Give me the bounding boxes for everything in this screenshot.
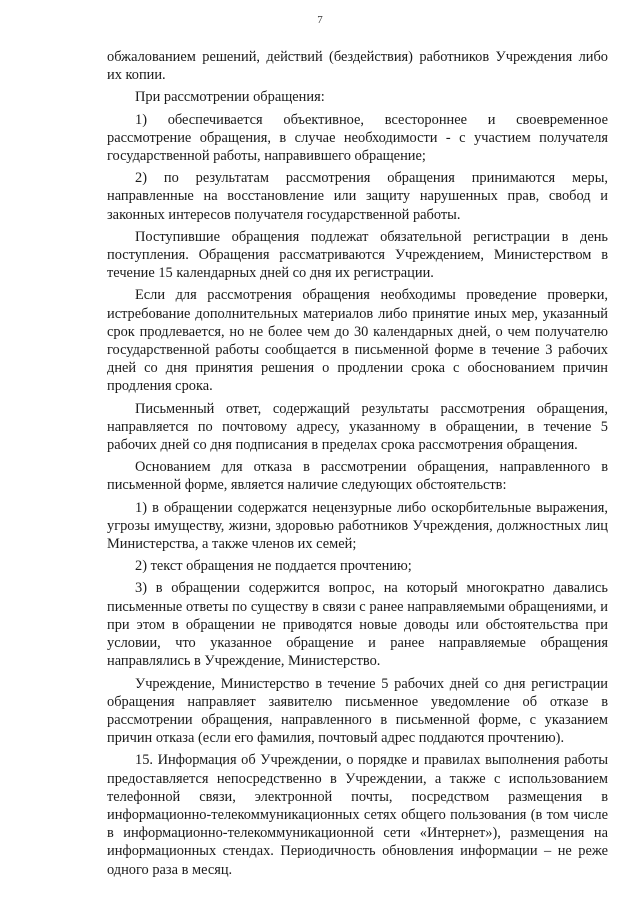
paragraph-review-item-1: 1) обеспечивается объективное, всестороннее и своевременное рассмотрение обращения, в случае необходимости - с участием получателя государственной работы, направившего обращение; <box>107 111 608 165</box>
paragraph-section-15: 15. Информация об Учреждении, о порядке и правилах выполнения работы предоставляется непосредственно в Учреждении, а также с использованием телефонной связи, электронной почты, посредством размещения в информационно-телекоммуникационных сетях общего пользования (в том числе в информационно-телекоммуникационной сети «Интернет»), размещения на информационных стендах. Периодичность обновления информации – не реже одного раза в месяц. <box>107 752 608 878</box>
paragraph-refusal-notice: Учреждение, Министерство в течение 5 рабочих дней со дня регистрации обращения направляет заявителю письменное уведомление об отказе в рассмотрении обращения, направленного в письменной форме, с указанием причин отказа (если его фамилия, почтовый адрес поддаются прочтению). <box>107 675 608 747</box>
paragraph-review-item-2: 2) по результатам рассмотрения обращения принимаются меры, направленные на восстановление или защиту нарушенных прав, свобод и законных интересов получателя государственной работы. <box>107 170 608 223</box>
page-number: 7 <box>317 14 323 26</box>
paragraph-written-response: Письменный ответ, содержащий результаты рассмотрения обращения, направляется по почтовому адресу, указанному в обращении, в течение 5 рабочих дней со дня подписания в пределах срока рассмотрения обращения. <box>107 400 608 454</box>
document-body <box>107 48 608 883</box>
paragraph-refusal-item-3: 3) в обращении содержится вопрос, на который многократно давались письменные ответы по существу в связи с ранее направляемыми обращениями, и при этом в обращении не приводятся новые доводы или обстоятельства при условии, что указанное обращение и ранее направляемые обращения направлялись в Учреждение, Министерство. <box>107 580 608 670</box>
paragraph-review-intro: При рассмотрении обращения: <box>135 89 325 106</box>
paragraph-extension: Если для рассмотрения обращения необходимы проведение проверки, истребование дополнительных материалов либо принятие иных мер, указанный срок продлевается, но не более чем до 30 календарных дней, о чем получателю государственной работы сообщается в письменной форме в течение 3 рабочих дней со дня принятия решения о продлении срока с обоснованием причин продления срока. <box>107 287 608 395</box>
paragraph-refusal-item-2: 2) текст обращения не поддается прочтению; <box>135 558 412 575</box>
paragraph-refusal-grounds: Основанием для отказа в рассмотрении обращения, направленного в письменной форме, является наличие следующих обстоятельств: <box>107 459 608 494</box>
paragraph-continuation: обжалованием решений, действий (бездействия) работников Учреждения либо их копии. <box>107 49 608 84</box>
paragraph-refusal-item-1: 1) в обращении содержатся нецензурные либо оскорбительные выражения, угрозы имуществу, жизни, здоровью работников Учреждения, должностных лиц Министерства, а также членов их семей; <box>107 499 608 553</box>
paragraph-registration: Поступившие обращения подлежат обязательной регистрации в день поступления. Обращения рассматриваются Учреждением, Министерством в течение 15 календарных дней со дня их регистрации. <box>107 228 608 282</box>
